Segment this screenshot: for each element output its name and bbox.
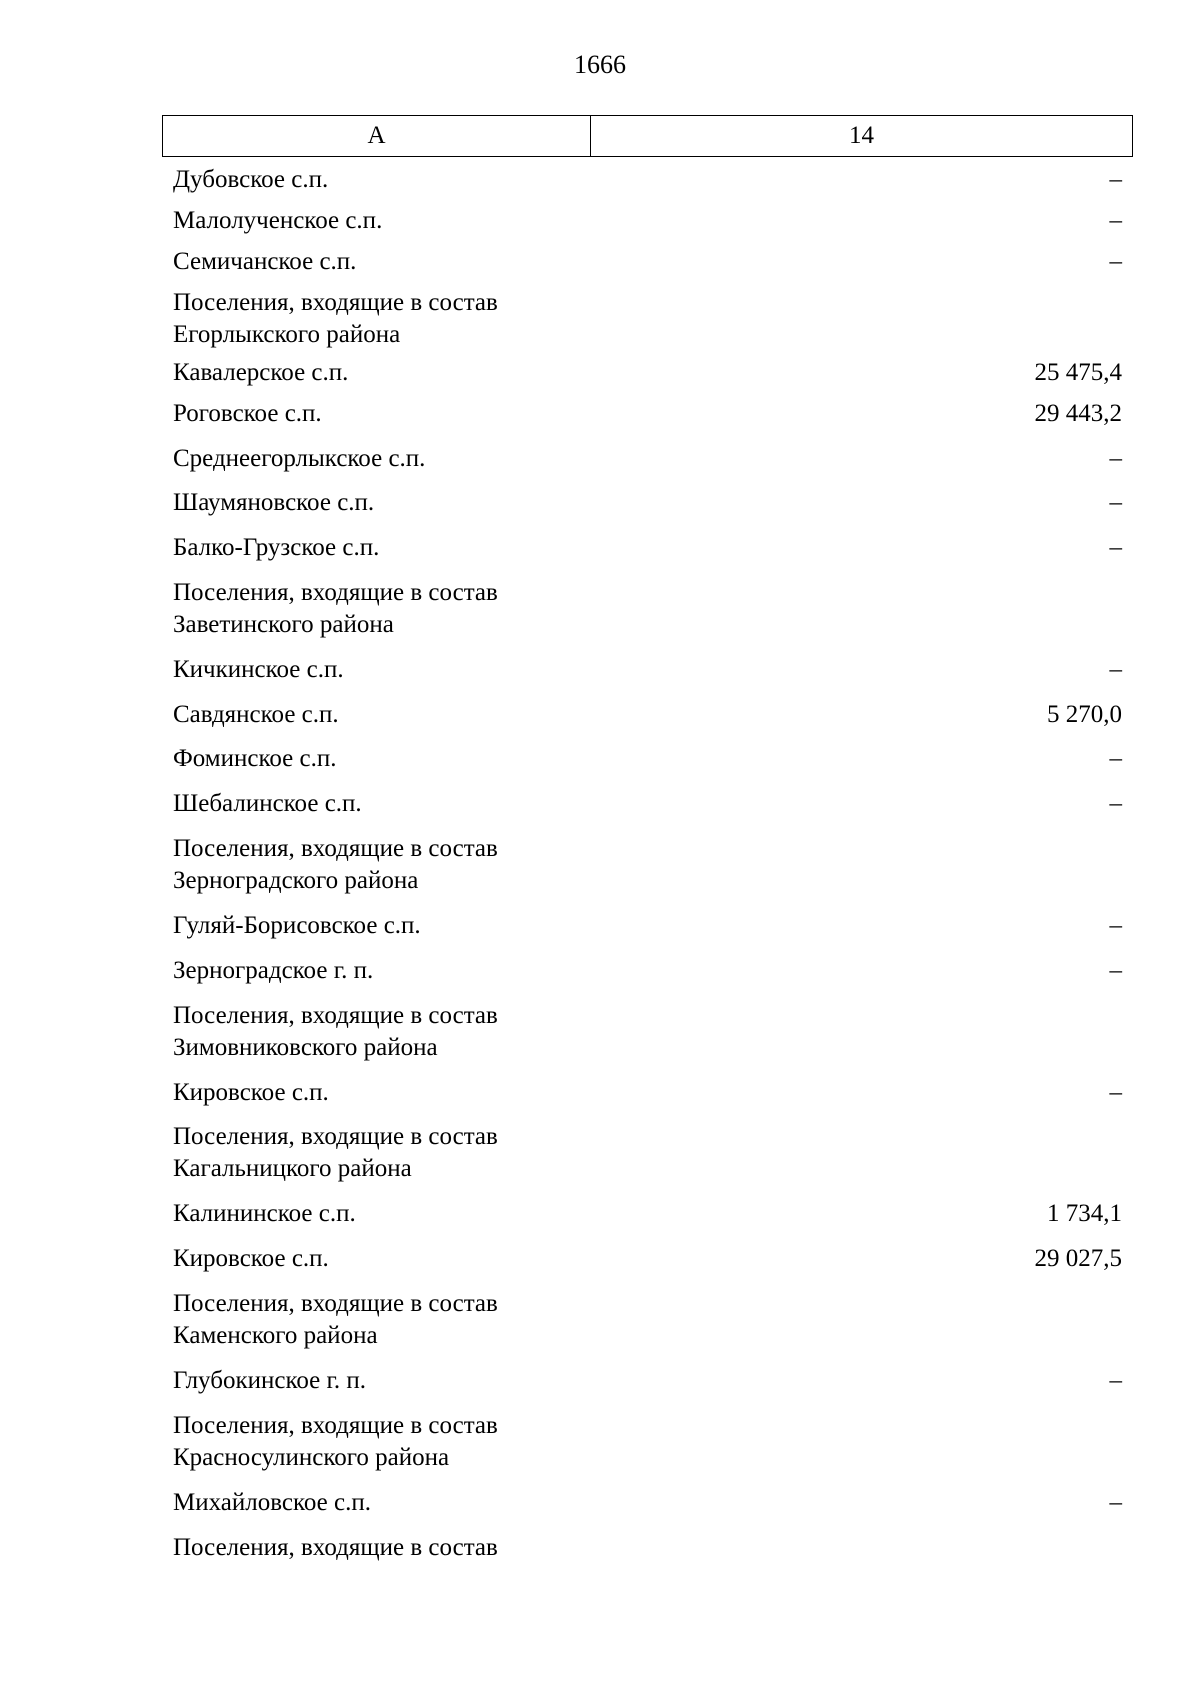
row-label: Калининское с.п. <box>173 1200 356 1227</box>
row-value: – <box>1109 656 1122 683</box>
row-label: Поселения, входящие в состав Красносулинского района <box>173 1412 498 1471</box>
row-label: Поселения, входящие в состав Егорлыкского района <box>173 289 498 348</box>
row-label: Среднеегорлыкское с.п. <box>173 445 426 472</box>
table-header <box>162 115 1133 157</box>
row-value: – <box>1109 1489 1122 1516</box>
row-label: Поселения, входящие в состав Кагальницкого района <box>173 1123 498 1182</box>
row-value: 25 475,4 <box>1034 359 1122 386</box>
row-value: 29 027,5 <box>1034 1245 1122 1272</box>
row-value: – <box>1109 957 1122 984</box>
row-label: Кавалерское с.п. <box>173 359 349 386</box>
row-label: Дубовское с.п. <box>173 166 329 193</box>
page-number: 1666 <box>574 50 626 79</box>
row-value: – <box>1109 166 1122 193</box>
row-value: – <box>1109 912 1122 939</box>
row-label: Поселения, входящие в состав Каменского района <box>173 1290 498 1349</box>
row-label: Глубокинское г. п. <box>173 1367 367 1394</box>
row-label: Балко-Грузское с.п. <box>173 534 380 561</box>
row-label: Зерноградское г. п. <box>173 957 374 984</box>
row-value: 29 443,2 <box>1034 400 1122 427</box>
row-value: – <box>1109 445 1122 472</box>
row-label: Михайловское с.п. <box>173 1489 371 1516</box>
row-label: Поселения, входящие в состав <box>173 1534 498 1561</box>
row-label: Шаумяновское с.п. <box>173 489 375 516</box>
row-value: – <box>1109 489 1122 516</box>
row-label: Поселения, входящие в состав Зерноградского района <box>173 835 498 894</box>
row-label: Шебалинское с.п. <box>173 790 362 817</box>
row-label: Кировское с.п. <box>173 1245 329 1272</box>
row-value: – <box>1109 207 1122 234</box>
header-col-14: 14 <box>849 122 874 149</box>
row-value: 5 270,0 <box>1047 701 1122 728</box>
row-value: – <box>1109 790 1122 817</box>
row-value: – <box>1109 1079 1122 1106</box>
row-label: Семичанское с.п. <box>173 248 357 275</box>
row-value: – <box>1109 248 1122 275</box>
row-label: Роговское с.п. <box>173 400 322 427</box>
row-label: Поселения, входящие в состав Зимовниковского района <box>173 1002 498 1061</box>
row-label: Поселения, входящие в состав Заветинского района <box>173 579 498 638</box>
row-label: Савдянское с.п. <box>173 701 339 728</box>
row-label: Кировское с.п. <box>173 1079 329 1106</box>
row-value: – <box>1109 1367 1122 1394</box>
row-label: Малолученское с.п. <box>173 207 383 234</box>
row-label: Гуляй-Борисовское с.п. <box>173 912 421 939</box>
row-value: 1 734,1 <box>1047 1200 1122 1227</box>
row-label: Фоминское с.п. <box>173 745 337 772</box>
row-value: – <box>1109 534 1122 561</box>
row-label: Кичкинское с.п. <box>173 656 344 683</box>
row-value: – <box>1109 745 1122 772</box>
header-col-a: А <box>163 116 591 156</box>
